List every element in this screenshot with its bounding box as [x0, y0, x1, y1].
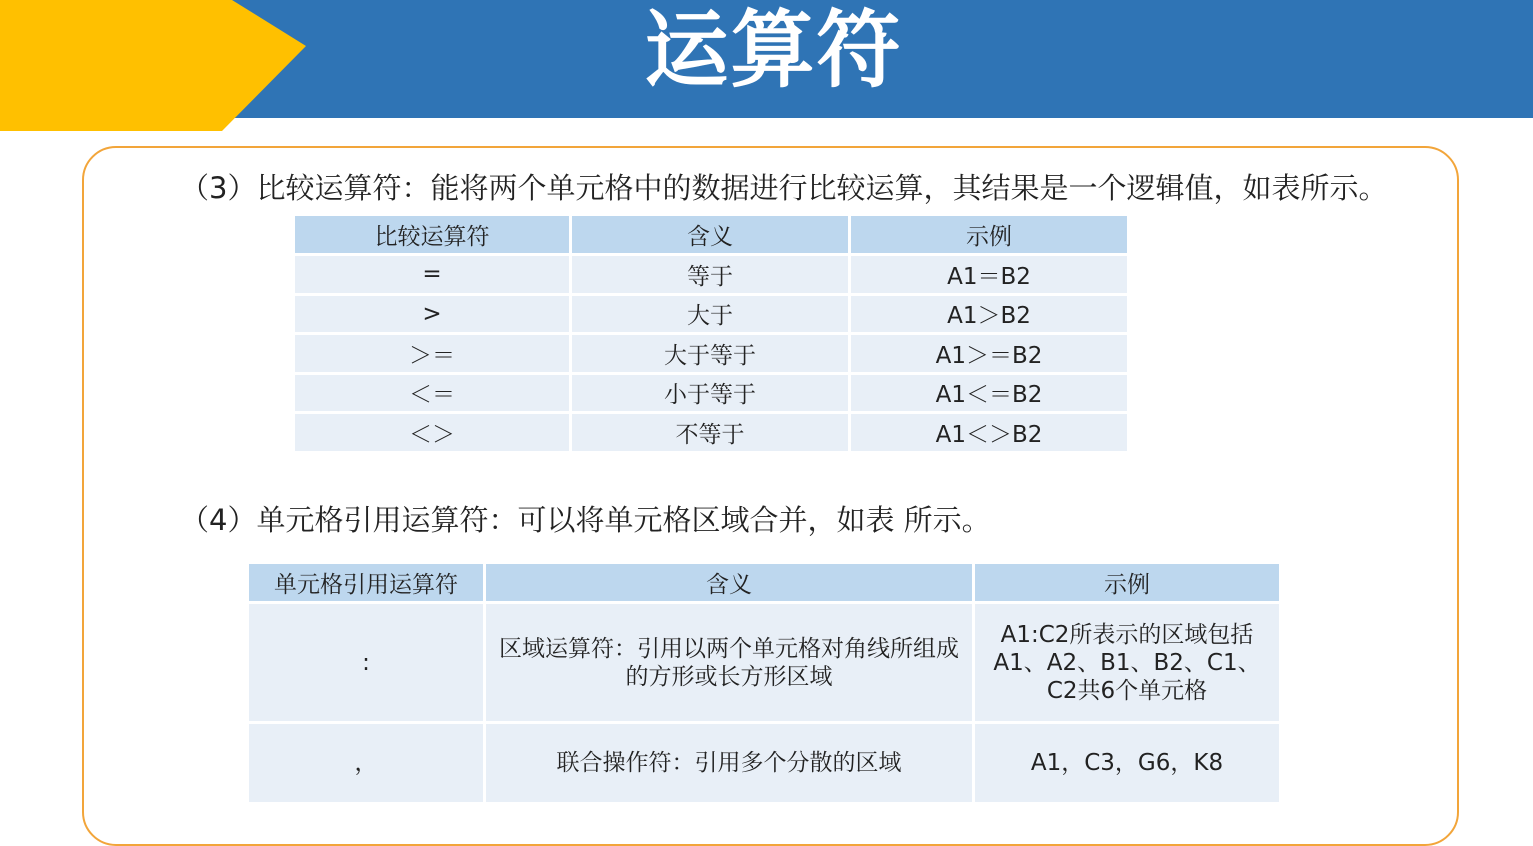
operator-cell: ， [249, 724, 483, 802]
column-header-example: 示例 [851, 216, 1127, 253]
operator-cell: : [249, 604, 483, 721]
table-row [295, 335, 1127, 372]
meaning-cell: 大于 [572, 296, 848, 333]
comparison-operator-table [292, 213, 1130, 454]
example-cell: A1＜＝B2 [851, 375, 1127, 412]
reference-operator-table [246, 561, 1282, 805]
table-row [295, 414, 1127, 451]
meaning-cell: 区域运算符：引用以两个单元格对角线所组成的方形或长方形区域 [486, 604, 972, 721]
column-header-meaning: 含义 [486, 564, 972, 601]
meaning-cell: 等于 [572, 256, 848, 293]
table-header-row [295, 216, 1127, 253]
meaning-cell: 大于等于 [572, 335, 848, 372]
table-row [249, 604, 1279, 721]
page-title: 运算符 [644, 1, 903, 99]
column-header-meaning: 含义 [572, 216, 848, 253]
operator-cell: > [295, 296, 569, 333]
section4-heading: （4）单元格引用运算符：可以将单元格区域合并，如表 所示。 [180, 503, 991, 537]
example-cell: A1＞B2 [851, 296, 1127, 333]
example-cell: A1＝B2 [851, 256, 1127, 293]
operator-cell: ＞＝ [295, 335, 569, 372]
example-cell: A1:C2所表示的区域包括A1、A2、B1、B2、C1、C2共6个单元格 [975, 604, 1279, 721]
meaning-cell: 不等于 [572, 414, 848, 451]
operator-cell: ＜＝ [295, 375, 569, 412]
operator-cell: = [295, 256, 569, 293]
operator-cell: ＜＞ [295, 414, 569, 451]
column-header-operator: 比较运算符 [295, 216, 569, 253]
example-cell: A1，C3，G6，K8 [975, 724, 1279, 802]
meaning-cell: 小于等于 [572, 375, 848, 412]
example-cell: A1＞＝B2 [851, 335, 1127, 372]
table-row [249, 724, 1279, 802]
table-row [295, 296, 1127, 333]
meaning-cell: 联合操作符：引用多个分散的区域 [486, 724, 972, 802]
table-header-row [249, 564, 1279, 601]
column-header-operator: 单元格引用运算符 [249, 564, 483, 601]
example-cell: A1＜＞B2 [851, 414, 1127, 451]
section3-heading: （3）比较运算符：能将两个单元格中的数据进行比较运算，其结果是一个逻辑值，如表所示。 [180, 171, 1388, 205]
column-header-example: 示例 [975, 564, 1279, 601]
table-row [295, 375, 1127, 412]
table-row [295, 256, 1127, 293]
